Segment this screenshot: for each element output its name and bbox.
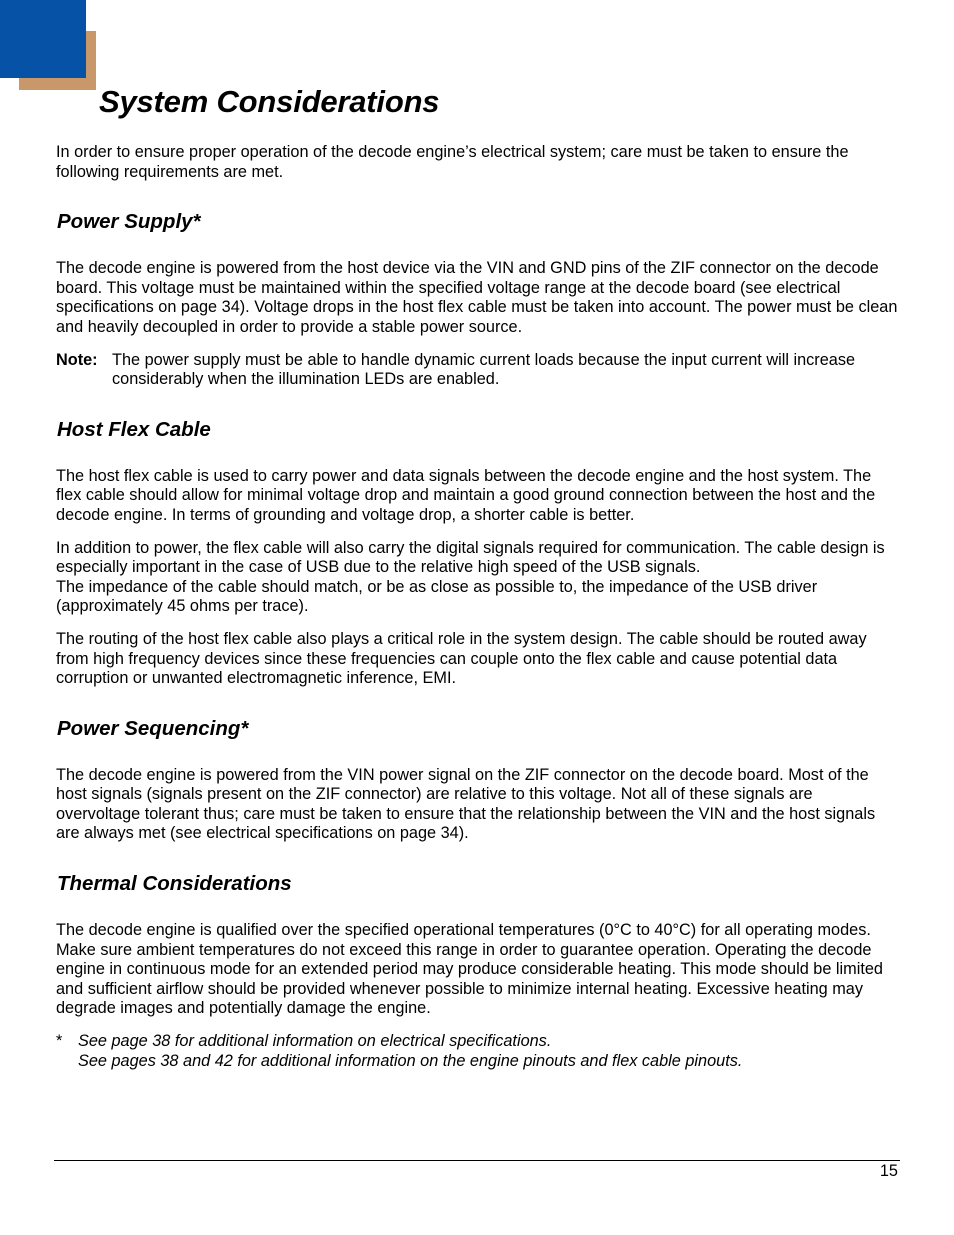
host-flex-cable-heading: Host Flex Cable — [57, 417, 211, 441]
host-flex-cable-paragraph-3: The impedance of the cable should match, or be as close as possible to, the impedance of the USB driver (approximately 45 ohms per trace). — [56, 577, 818, 616]
power-sequencing-paragraph: The decode engine is powered from the VIN power signal on the ZIF connector on the decode board. Most of the host signals (signals present on the ZIF connector) are relative to this voltage. Not all of these signals are overvoltage tolerant thus; care must be taken to ensure that the relationship between the VIN and the host signals are always met (see electrical specifications on page 34). — [56, 765, 876, 843]
host-flex-cable-paragraph-4: The routing of the host flex cable also plays a critical role in the system design. The cable should be routed away from high frequency devices since these frequencies can couple onto the flex cable and cause potential data corruption or unwanted electromagnetic inference, EMI. — [56, 629, 867, 688]
page-title: System Considerations — [99, 84, 440, 119]
power-supply-note — [56, 351, 900, 390]
note-label: Note: — [56, 350, 98, 369]
intro-paragraph: In order to ensure proper operation of the decode engine’s electrical system; care must be taken to ensure the following requirements are met. — [56, 143, 849, 181]
power-sequencing-heading: Power Sequencing* — [57, 716, 249, 740]
footnote-mark: * — [56, 1032, 63, 1051]
footer-divider — [54, 1160, 900, 1161]
host-flex-cable-paragraph-2: In addition to power, the flex cable will also carry the digital signals required for communication. The cable design is especially important in the case of USB due to the relative high speed of the USB signals. — [56, 538, 885, 577]
power-supply-heading: Power Supply* — [57, 210, 201, 234]
document-body — [56, 143, 900, 1071]
thermal-considerations-paragraph: The decode engine is qualified over the specified operational temperatures (0°C to 40°C) for all operating modes. Make sure ambient temperatures do not exceed this range in order to guarantee operation. Operating the decode engine in continuous mode for an extended period may produce considerable heating. This mode should be limited and sufficient airflow should be provided whenever possible to minimize internal heating. Excessive heating may degrade images and potentially damage the engine. — [56, 921, 883, 1018]
thermal-considerations-heading: Thermal Considerations — [57, 872, 292, 896]
footnote-line-1: See page 38 for additional information on electrical specifications. — [78, 1032, 552, 1051]
footnote-lines — [78, 1032, 742, 1071]
page-number: 15 — [879, 1162, 898, 1180]
power-supply-paragraph: The decode engine is powered from the host device via the VIN and GND pins of the ZIF connector on the decode board. This voltage must be maintained within the specified voltage range at the decode board (see electrical specifications on page 34). Voltage drops in the host flex cable must be taken into account. The power must be clean and heavily decoupled in order to provide a stable power source. — [56, 259, 898, 336]
corner-accent-blue — [0, 0, 86, 78]
host-flex-cable-paragraph-1: The host flex cable is used to carry power and data signals between the decode engine and the host system. The flex cable should allow for minimal voltage drop and maintain a good ground connection between the host and the decode engine. In terms of grounding and voltage drop, a shorter cable is better. — [56, 466, 876, 524]
footnote-line-2: See pages 38 and 42 for additional information on the engine pinouts and flex cable pinouts. — [78, 1051, 743, 1070]
note-text: The power supply must be able to handle dynamic current loads because the input current will increase considerably when the illumination LEDs are enabled. — [112, 350, 856, 389]
footnote — [56, 1032, 900, 1071]
